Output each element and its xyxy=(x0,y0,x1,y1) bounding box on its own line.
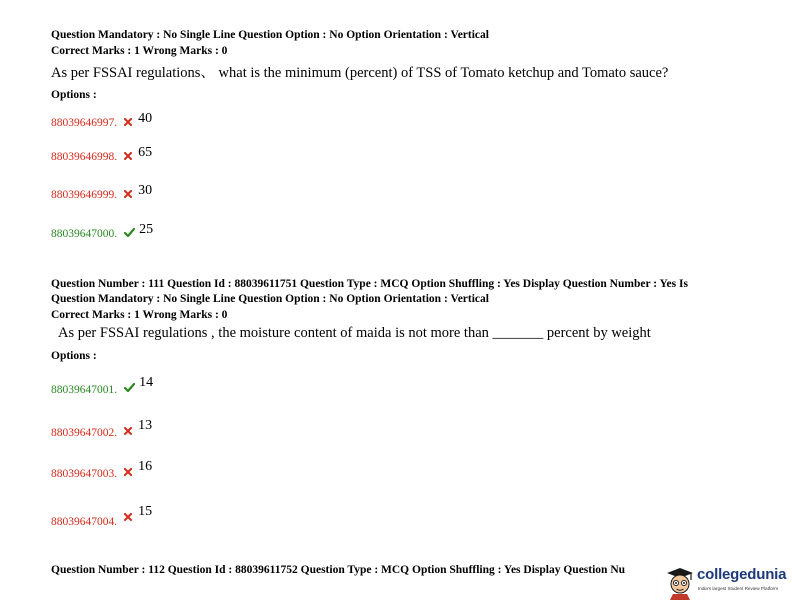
q110-option-3 xyxy=(51,185,152,203)
q111-header-line-2: Question Mandatory : No Single Line Question Option : No Option Orientation : Vertical xyxy=(51,293,489,305)
option-value: 16 xyxy=(138,459,153,474)
graduate-mascot-icon xyxy=(664,564,696,600)
cross-mark-icon xyxy=(124,185,132,203)
option-id: 88039647002. xyxy=(51,427,118,439)
option-id: 88039647004. xyxy=(51,516,118,528)
collegedunia-logo xyxy=(664,564,786,600)
option-id: 88039647001. xyxy=(51,384,118,396)
cross-mark-icon xyxy=(124,147,132,165)
q111-option-2 xyxy=(51,418,153,439)
option-value: 40 xyxy=(138,111,153,126)
q111-option-4 xyxy=(51,504,153,528)
check-mark-icon xyxy=(124,224,135,242)
option-id: 88039646997. xyxy=(51,117,118,129)
option-value: 14 xyxy=(139,375,154,390)
cross-mark-icon xyxy=(124,113,132,131)
q111-header-line-3: Correct Marks : 1 Wrong Marks : 0 xyxy=(51,309,228,321)
q111-header-line-1: Question Number : 111 Question Id : 88039611751 Question Type : MCQ Option Shuffling : Yes Display Question Number : Yes Is xyxy=(51,278,688,290)
collegedunia-tagline: India's largest Student Review Platform xyxy=(698,586,779,591)
q111-options-label: Options : xyxy=(51,350,97,362)
option-id: 88039646999. xyxy=(51,189,118,201)
collegedunia-wordmark: collegedunia xyxy=(697,566,787,583)
option-value: 30 xyxy=(138,183,153,198)
q111-option-1 xyxy=(51,374,154,396)
q110-header-line-2: Correct Marks : 1 Wrong Marks : 0 xyxy=(51,45,228,57)
cross-mark-icon xyxy=(124,508,132,526)
q112-header-line-1: Question Number : 112 Question Id : 88039611752 Question Type : MCQ Option Shuffling : Yes Display Question Nu xyxy=(51,564,626,576)
q110-options-label: Options : xyxy=(51,89,97,101)
option-id: 88039646998. xyxy=(51,151,118,163)
check-mark-icon xyxy=(124,379,135,397)
cross-mark-icon xyxy=(124,422,132,440)
q111-option-3 xyxy=(51,458,153,480)
q110-option-2 xyxy=(51,147,152,165)
option-value: 65 xyxy=(138,145,153,160)
q110-question-text: As per FSSAI regulations、 what is the minimum (percent) of TSS of Tomato ketchup and Tomato sauce? xyxy=(51,65,669,81)
option-value: 13 xyxy=(138,418,153,433)
cross-mark-icon xyxy=(124,463,132,481)
option-id: 88039647003. xyxy=(51,468,118,480)
option-value: 25 xyxy=(139,222,154,237)
option-value: 15 xyxy=(138,504,153,519)
q110-header-line-1: Question Mandatory : No Single Line Question Option : No Option Orientation : Vertical xyxy=(51,29,489,41)
q111-question-text: As per FSSAI regulations , the moisture content of maida is not more than _______ percent by weight xyxy=(58,325,651,341)
option-id: 88039647000. xyxy=(51,228,118,240)
q110-option-4 xyxy=(51,224,153,242)
q110-option-1 xyxy=(51,113,152,131)
